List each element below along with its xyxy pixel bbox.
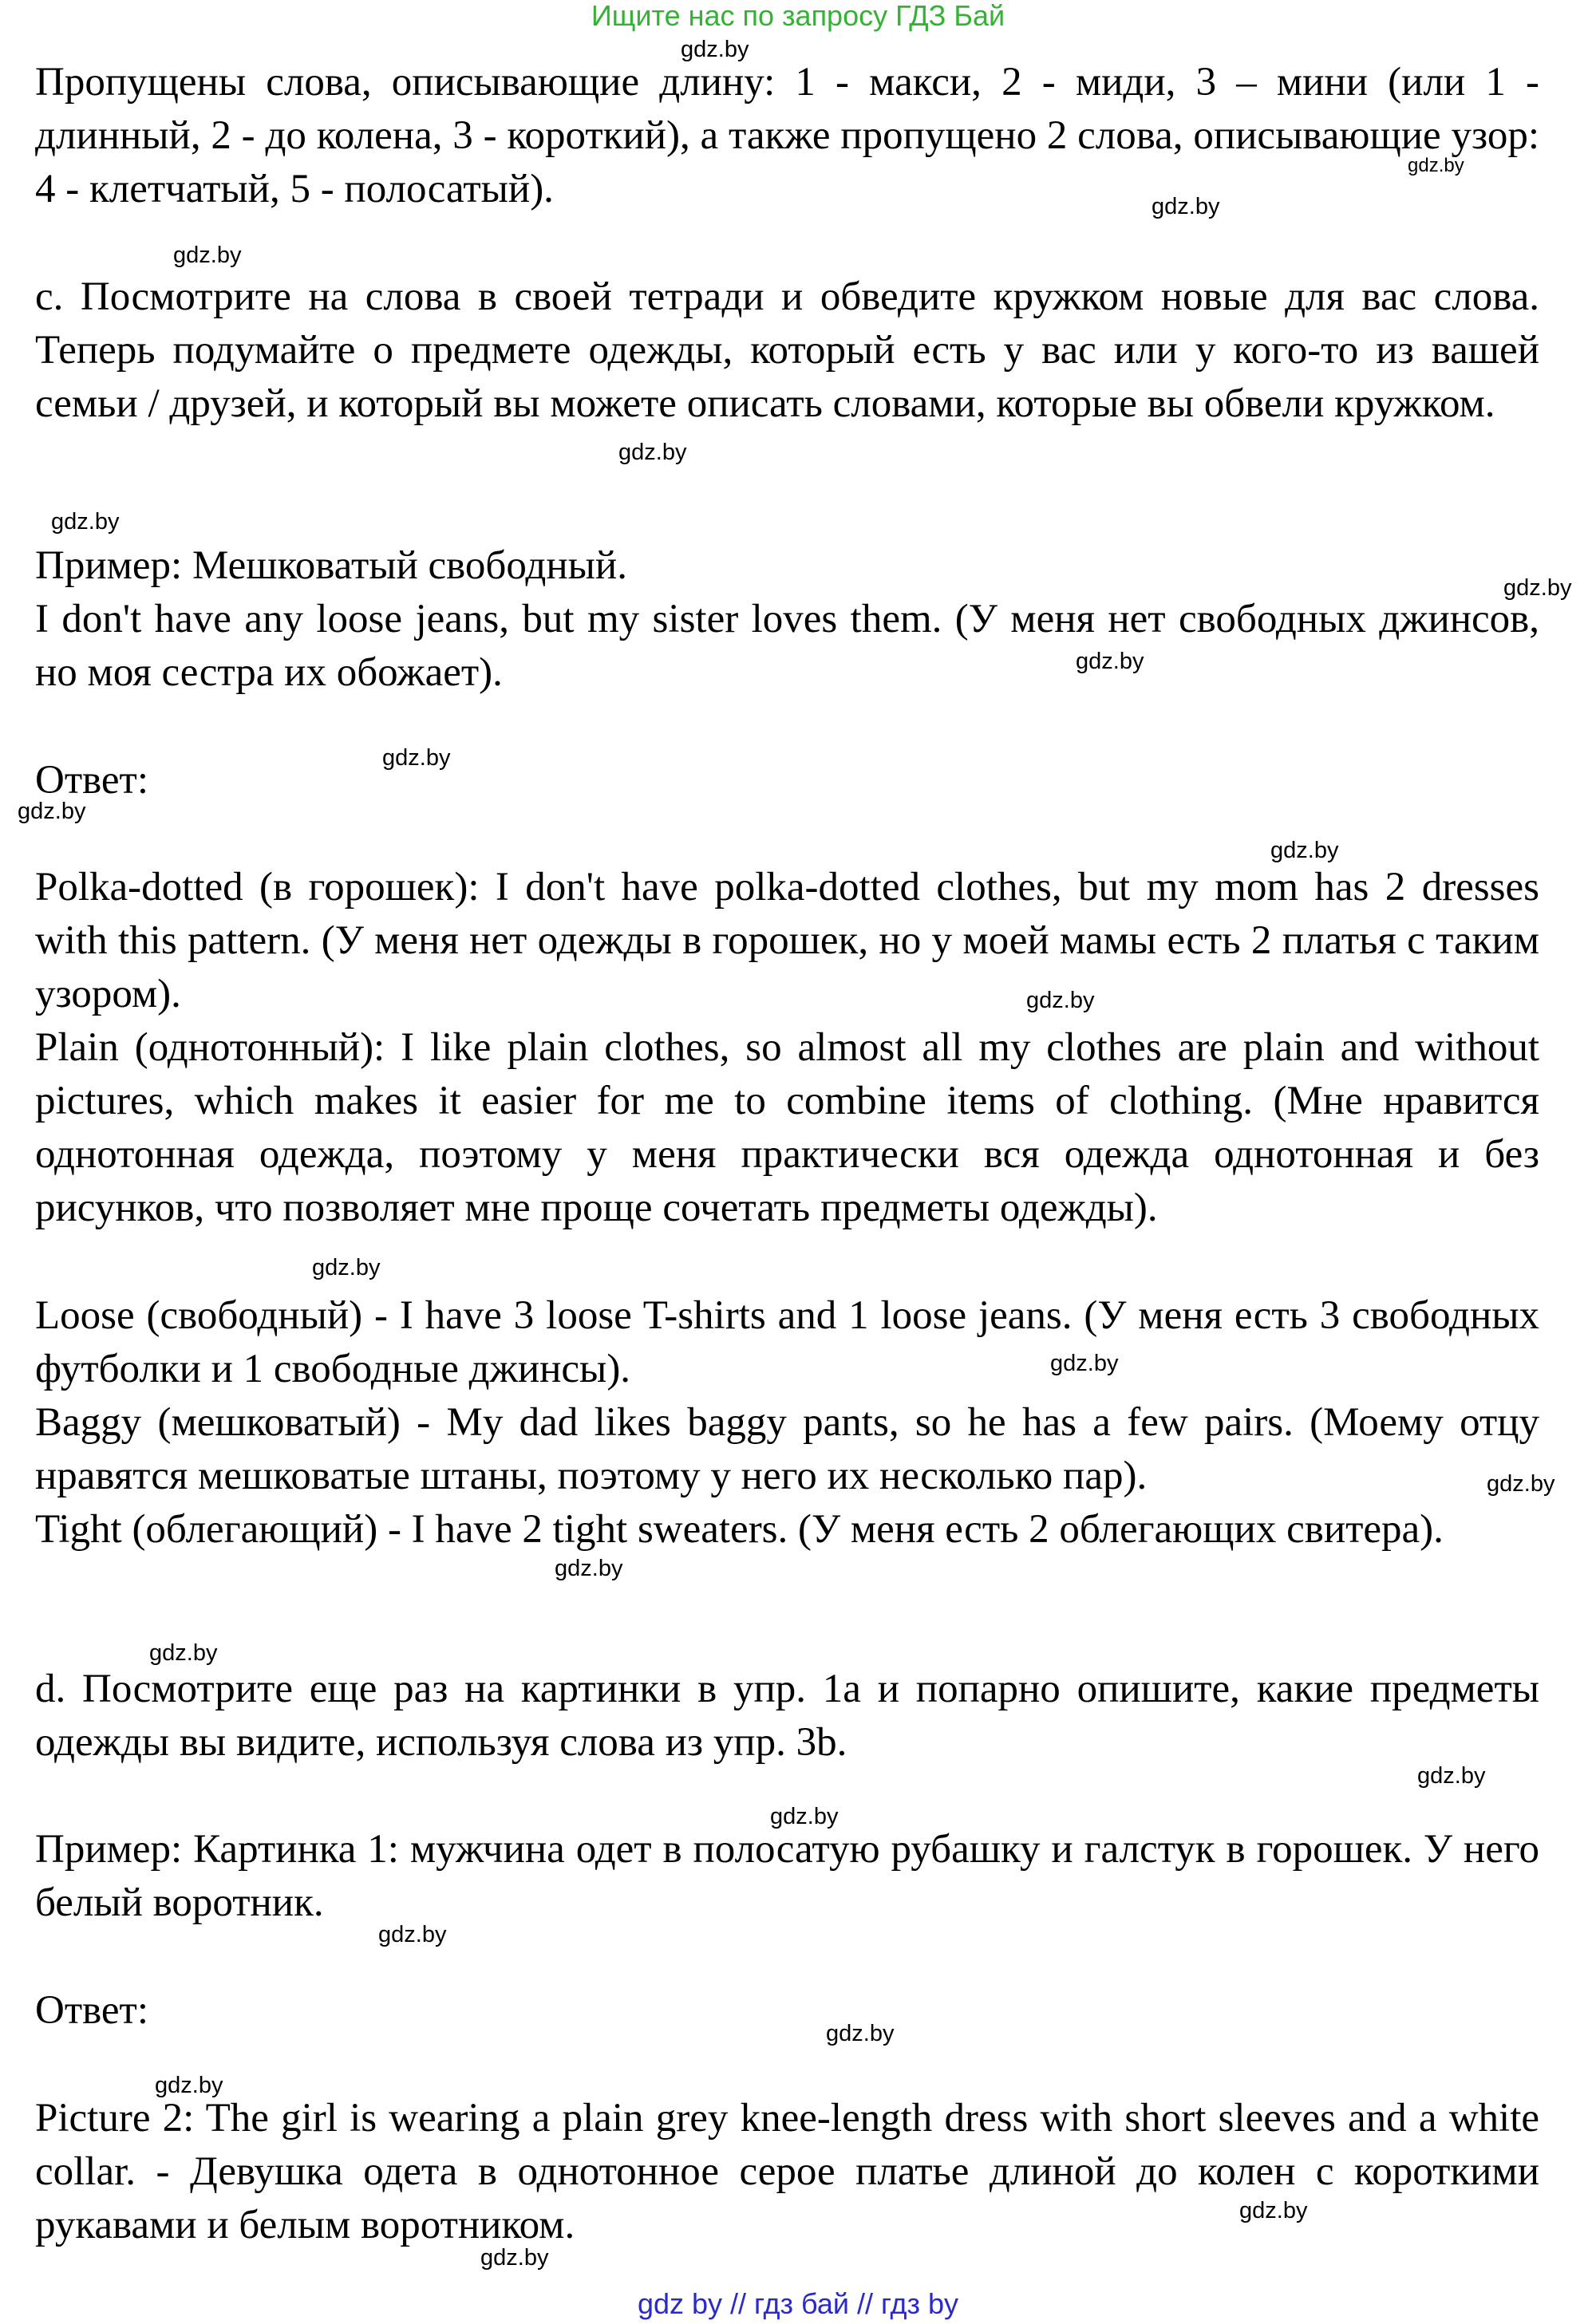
watermark: gdz.by: [312, 1255, 381, 1280]
watermark: gdz.by: [480, 2245, 549, 2271]
answer-polka-dotted: Polka-dotted (в горошек): I don't have polka-dotted clothes, but my mom has 2 dresses with this pattern. (У меня нет одежды в горошек, но у моей мамы есть 2 платья с таким узором).: [35, 865, 1539, 1016]
answer-loose: Loose (свободный) - I have 3 loose T-shirts and 1 loose jeans. (У меня есть 3 свободных футболки и 1 свободные джинсы).: [35, 1293, 1539, 1391]
bottom-banner[interactable]: gdz by // гдз бай // гдз by: [637, 2287, 959, 2320]
example-label: Пример: Мешковатый свободный.: [35, 543, 627, 588]
answer-label-2: Ответ:: [35, 1988, 148, 2033]
watermark: gdz.by: [51, 509, 120, 535]
answer-label: Ответ:: [35, 758, 148, 803]
watermark: gdz.by: [826, 2021, 895, 2046]
watermark: gdz.by: [149, 1640, 218, 1666]
watermark: gdz.by: [681, 37, 749, 62]
answer-plain: Plain (однотонный): I like plain clothes, so almost all my clothes are plain and without pictures, which makes it easier for me to combine items of clothing. (Мне нравится однотонная одежда, поэтому у меня практически вся одежда однотонная и без рисунков, что позволяет мне проще сочетать предметы одежды).: [35, 1025, 1539, 1230]
answer-picture-2: Picture 2: The girl is wearing a plain grey knee-length dress with short sleeves and a white collar. - Девушка одета в однотонное серое платье длиной до колен с короткими рукавами и белым воротником.: [35, 2096, 1539, 2247]
top-banner[interactable]: Ищите нас по запросу ГДЗ Бай: [591, 0, 1005, 32]
answer-tight: Tight (облегающий) - I have 2 tight sweaters. (У меня есть 2 облегающих свитера).: [35, 1507, 1444, 1552]
watermark: gdz.by: [173, 243, 242, 268]
watermark: gdz.by: [1417, 1763, 1486, 1789]
watermark: gdz.by: [1408, 155, 1464, 176]
watermark: gdz.by: [155, 2073, 223, 2098]
task-c-paragraph: c. Посмотрите на слова в своей тетради и обведите кружком новые для вас слова. Теперь подумайте о предмете одежды, который есть у вас или у кого-то из вашей семьи / друзей, и который вы можете описать словами, которые вы обвели кружком.: [35, 274, 1539, 426]
task-d-paragraph: d. Посмотрите еще раз на картинки в упр. 1a и попарно опишите, какие предметы одежды вы видите, используя слова из упр. 3b.: [35, 1667, 1539, 1765]
watermark: gdz.by: [382, 745, 451, 771]
intro-paragraph: Пропущены слова, описывающие длину: 1 - макси, 2 - миди, 3 – мини (или 1 - длинный, 2 - до колена, 3 - короткий), а также пропущено 2 слова, описывающие узор: 4 - клетчатый, 5 - полосатый).: [35, 60, 1539, 211]
watermark: gdz.by: [1026, 988, 1095, 1013]
watermark: gdz.by: [770, 1804, 839, 1829]
watermark: gdz.by: [1503, 575, 1572, 601]
watermark: gdz.by: [1076, 649, 1144, 674]
watermark: gdz.by: [1152, 194, 1220, 219]
example-2: Пример: Картинка 1: мужчина одет в полосатую рубашку и галстук в горошек. У него белый воротник.: [35, 1827, 1539, 1925]
watermark: gdz.by: [378, 1922, 447, 1947]
watermark: gdz.by: [1270, 838, 1339, 863]
watermark: gdz.by: [618, 440, 687, 465]
watermark: gdz.by: [18, 799, 86, 824]
example-text: I don't have any loose jeans, but my sister loves them. (У меня нет свободных джинсов, но моя сестра их обожает).: [35, 597, 1539, 695]
watermark: gdz.by: [555, 1556, 623, 1581]
watermark: gdz.by: [1239, 2198, 1308, 2223]
answer-baggy: Baggy (мешковатый) - My dad likes baggy pants, so he has a few pairs. (Моему отцу нравятся мешковатые штаны, поэтому у него их несколько пар).: [35, 1400, 1539, 1498]
watermark: gdz.by: [1050, 1351, 1119, 1376]
watermark: gdz.by: [1487, 1471, 1555, 1497]
